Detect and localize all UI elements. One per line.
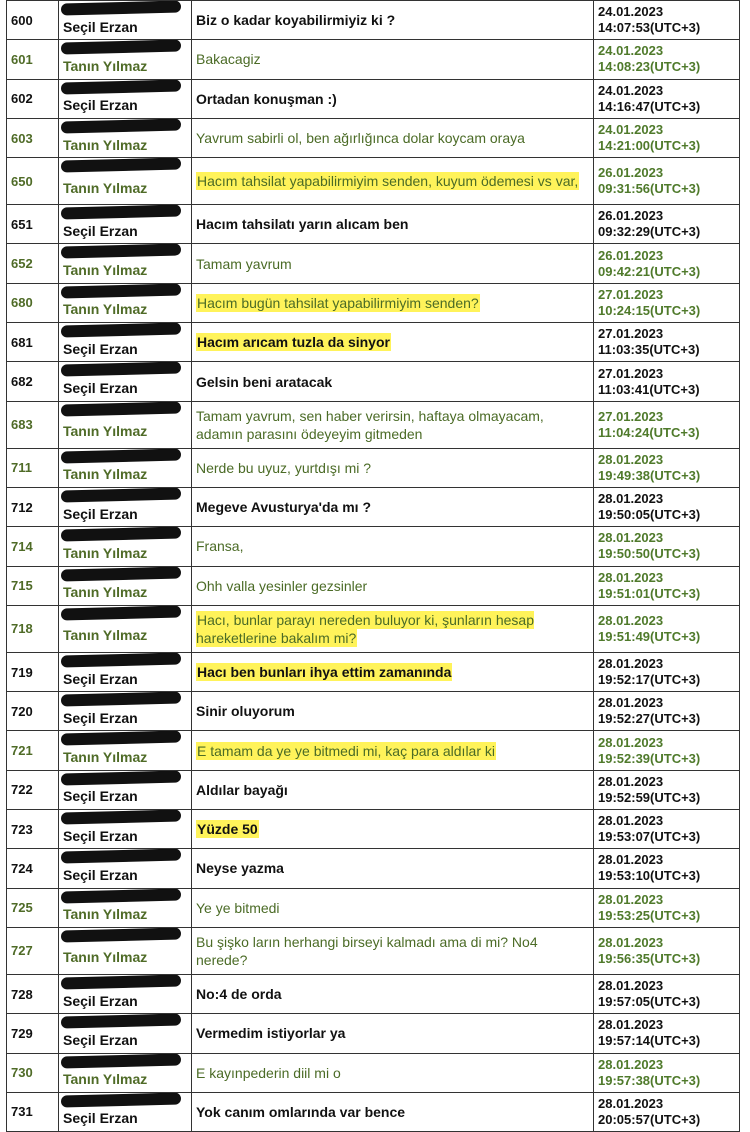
message-id: 715 bbox=[7, 566, 59, 605]
message-time: 19:53:07(UTC+3) bbox=[598, 829, 701, 845]
sender-cell bbox=[59, 652, 192, 691]
message-text: Gelsin beni aratacak bbox=[196, 373, 333, 390]
timestamp-cell bbox=[594, 1014, 740, 1053]
message-id: 600 bbox=[7, 1, 59, 40]
sender-name: Seçil Erzan bbox=[63, 709, 138, 726]
timestamp-cell bbox=[594, 566, 740, 605]
message-row bbox=[7, 448, 740, 487]
message-row bbox=[7, 927, 740, 974]
sender-cell bbox=[59, 1, 192, 40]
message-time: 19:51:01(UTC+3) bbox=[598, 585, 701, 601]
message-date: 28.01.2023 bbox=[598, 1095, 664, 1111]
message-time: 19:52:17(UTC+3) bbox=[598, 672, 701, 687]
redaction-mark bbox=[61, 1053, 181, 1068]
message-text-cell bbox=[192, 244, 594, 283]
message-text-cell bbox=[192, 927, 594, 974]
sender-cell bbox=[59, 731, 192, 770]
message-row bbox=[7, 652, 740, 691]
sender-name: Seçil Erzan bbox=[63, 866, 138, 883]
timestamp-cell bbox=[594, 205, 740, 244]
timestamp-cell bbox=[594, 323, 740, 362]
sender-cell bbox=[59, 283, 192, 322]
message-text-cell bbox=[192, 448, 594, 487]
message-id: 720 bbox=[7, 692, 59, 731]
message-id: 682 bbox=[7, 362, 59, 401]
sender-name: Seçil Erzan bbox=[63, 670, 138, 687]
message-time: 10:24:15(UTC+3) bbox=[598, 302, 701, 318]
message-time: 19:52:59(UTC+3) bbox=[598, 789, 701, 805]
message-date: 28.01.2023 bbox=[598, 491, 664, 507]
message-date: 28.01.2023 bbox=[598, 773, 664, 789]
message-row bbox=[7, 731, 740, 770]
message-id: 722 bbox=[7, 770, 59, 809]
message-text: Aldılar bayağı bbox=[196, 781, 288, 798]
message-id: 719 bbox=[7, 652, 59, 691]
sender-cell bbox=[59, 770, 192, 809]
message-text: Tamam yavrum bbox=[196, 255, 292, 272]
message-id: 651 bbox=[7, 205, 59, 244]
highlighted-message-text: Hacım bugün tahsilat yapabilirmiyim senden? bbox=[197, 294, 479, 311]
message-row bbox=[7, 849, 740, 888]
message-time: 19:53:10(UTC+3) bbox=[598, 868, 701, 884]
sender-cell bbox=[59, 323, 192, 362]
message-date: 24.01.2023 bbox=[598, 82, 664, 98]
message-date: 28.01.2023 bbox=[598, 813, 664, 829]
sender-name: Tanın Yılmaz bbox=[63, 466, 148, 483]
sender-name: Seçil Erzan bbox=[63, 18, 138, 35]
highlighted-message-text: Hacım arıcam tuzla da sinyor bbox=[197, 334, 390, 351]
message-text-cell bbox=[192, 810, 594, 849]
timestamp-cell bbox=[594, 40, 740, 79]
sender-cell bbox=[59, 810, 192, 849]
sender-cell bbox=[59, 849, 192, 888]
message-id: 721 bbox=[7, 731, 59, 770]
message-id: 730 bbox=[7, 1053, 59, 1092]
message-text-cell bbox=[192, 770, 594, 809]
message-row bbox=[7, 79, 740, 118]
timestamp-cell bbox=[594, 158, 740, 205]
message-time: 11:03:41(UTC+3) bbox=[598, 381, 700, 397]
sender-cell bbox=[59, 888, 192, 927]
message-date: 28.01.2023 bbox=[598, 1056, 664, 1072]
message-date: 28.01.2023 bbox=[598, 934, 664, 950]
sender-cell bbox=[59, 79, 192, 118]
message-row bbox=[7, 1014, 740, 1053]
message-text: Megeve Avusturya'da mı ? bbox=[196, 499, 372, 516]
message-text-cell bbox=[192, 205, 594, 244]
sender-name: Tanın Yılmaz bbox=[63, 136, 148, 153]
message-text: Nerde bu uyuz, yurtdışı mi ? bbox=[196, 459, 372, 476]
message-text: Bu şişko ların herhangi birseyi kalmadı ama di mi? No4 nerede? bbox=[196, 933, 538, 968]
message-id: 723 bbox=[7, 810, 59, 849]
message-date: 24.01.2023 bbox=[598, 122, 664, 138]
redaction-mark bbox=[61, 566, 181, 581]
message-row bbox=[7, 888, 740, 927]
timestamp-cell bbox=[594, 974, 740, 1013]
message-time: 19:57:14(UTC+3) bbox=[598, 1033, 701, 1049]
message-row bbox=[7, 283, 740, 322]
sender-cell bbox=[59, 40, 192, 79]
message-text: Tamam yavrum, sen haber verirsin, haftaya olmayacam, adamın parasını ödeyeyim gitmeden bbox=[196, 407, 544, 442]
sender-cell bbox=[59, 1092, 192, 1131]
timestamp-cell bbox=[594, 448, 740, 487]
message-date: 27.01.2023 bbox=[598, 365, 664, 381]
message-date: 24.01.2023 bbox=[598, 4, 664, 20]
message-row bbox=[7, 1092, 740, 1131]
message-time: 09:32:29(UTC+3) bbox=[598, 224, 701, 240]
message-text-cell bbox=[192, 731, 594, 770]
timestamp-cell bbox=[594, 283, 740, 322]
sender-name: Tanın Yılmaz bbox=[63, 906, 148, 923]
message-time: 14:08:23(UTC+3) bbox=[598, 59, 701, 75]
message-id: 714 bbox=[7, 527, 59, 566]
sender-cell bbox=[59, 362, 192, 401]
sender-name: Tanın Yılmaz bbox=[63, 627, 148, 644]
message-date: 28.01.2023 bbox=[598, 569, 664, 585]
sender-cell bbox=[59, 487, 192, 526]
message-date: 27.01.2023 bbox=[598, 408, 664, 424]
message-row bbox=[7, 1, 740, 40]
message-log-sheet bbox=[6, 0, 739, 1127]
message-text-cell bbox=[192, 487, 594, 526]
message-date: 28.01.2023 bbox=[598, 612, 664, 628]
message-id: 725 bbox=[7, 888, 59, 927]
message-row bbox=[7, 527, 740, 566]
timestamp-cell bbox=[594, 927, 740, 974]
message-row bbox=[7, 566, 740, 605]
message-date: 24.01.2023 bbox=[598, 43, 664, 59]
message-text-cell bbox=[192, 118, 594, 157]
message-date: 27.01.2023 bbox=[598, 286, 664, 302]
timestamp-cell bbox=[594, 810, 740, 849]
message-text: No:4 de orda bbox=[196, 986, 282, 1003]
message-id: 680 bbox=[7, 283, 59, 322]
message-date: 26.01.2023 bbox=[598, 247, 664, 263]
message-text: Yavrum sabirli ol, ben ağırlığınca dolar koycam oraya bbox=[196, 130, 525, 147]
message-row bbox=[7, 1053, 740, 1092]
message-text-cell bbox=[192, 692, 594, 731]
message-time: 19:50:50(UTC+3) bbox=[598, 546, 701, 562]
sender-name: Seçil Erzan bbox=[63, 788, 138, 805]
timestamp-cell bbox=[594, 487, 740, 526]
sender-name: Tanın Yılmaz bbox=[63, 749, 148, 766]
message-text-cell bbox=[192, 1053, 594, 1092]
message-text-cell bbox=[192, 566, 594, 605]
sender-cell bbox=[59, 1053, 192, 1092]
message-date: 28.01.2023 bbox=[598, 1017, 664, 1033]
sender-cell bbox=[59, 205, 192, 244]
sender-name: Seçil Erzan bbox=[63, 340, 138, 357]
message-time: 19:49:38(UTC+3) bbox=[598, 467, 701, 483]
timestamp-cell bbox=[594, 1092, 740, 1131]
message-text: Hacım tahsilatı yarın alıcam ben bbox=[196, 216, 409, 233]
message-date: 28.01.2023 bbox=[598, 891, 664, 907]
highlighted-message-text: E tamam da ye ye bitmedi mi, kaç para aldılar ki bbox=[197, 742, 496, 759]
message-row bbox=[7, 487, 740, 526]
message-text-cell bbox=[192, 527, 594, 566]
message-id: 718 bbox=[7, 605, 59, 652]
timestamp-cell bbox=[594, 849, 740, 888]
message-text: Ohh valla yesinler gezsinler bbox=[196, 577, 368, 594]
message-row bbox=[7, 401, 740, 448]
message-date: 28.01.2023 bbox=[598, 695, 664, 711]
timestamp-cell bbox=[594, 244, 740, 283]
sender-cell bbox=[59, 605, 192, 652]
message-text-cell bbox=[192, 974, 594, 1013]
sender-cell bbox=[59, 927, 192, 974]
message-id: 652 bbox=[7, 244, 59, 283]
message-row bbox=[7, 692, 740, 731]
message-id: 650 bbox=[7, 158, 59, 205]
message-id: 712 bbox=[7, 487, 59, 526]
message-row bbox=[7, 205, 740, 244]
message-text-cell bbox=[192, 158, 594, 205]
timestamp-cell bbox=[594, 731, 740, 770]
timestamp-cell bbox=[594, 1, 740, 40]
message-time: 11:03:35(UTC+3) bbox=[598, 342, 700, 358]
timestamp-cell bbox=[594, 79, 740, 118]
message-table-body bbox=[7, 1, 740, 1132]
sender-name: Tanın Yılmaz bbox=[63, 949, 148, 966]
message-date: 28.01.2023 bbox=[598, 978, 664, 994]
message-id: 728 bbox=[7, 974, 59, 1013]
message-text-cell bbox=[192, 1092, 594, 1131]
message-date: 26.01.2023 bbox=[598, 165, 664, 181]
message-row bbox=[7, 118, 740, 157]
sender-name: Tanın Yılmaz bbox=[63, 301, 148, 318]
sender-name: Tanın Yılmaz bbox=[63, 544, 148, 561]
timestamp-cell bbox=[594, 652, 740, 691]
sender-name: Tanın Yılmaz bbox=[63, 179, 148, 196]
redaction-mark bbox=[61, 79, 181, 94]
message-date: 28.01.2023 bbox=[598, 734, 664, 750]
sender-name: Seçil Erzan bbox=[63, 992, 138, 1009]
message-text: Biz o kadar koyabilirmiyiz ki ? bbox=[196, 12, 396, 29]
sender-name: Tanın Yılmaz bbox=[63, 423, 148, 440]
message-time: 19:52:39(UTC+3) bbox=[598, 750, 701, 766]
message-text-cell bbox=[192, 401, 594, 448]
sender-name: Seçil Erzan bbox=[63, 505, 138, 522]
sender-name: Tanın Yılmaz bbox=[63, 262, 148, 279]
message-time: 14:16:47(UTC+3) bbox=[598, 98, 701, 114]
sender-cell bbox=[59, 974, 192, 1013]
sender-cell bbox=[59, 244, 192, 283]
message-id: 601 bbox=[7, 40, 59, 79]
message-id: 681 bbox=[7, 323, 59, 362]
timestamp-cell bbox=[594, 605, 740, 652]
message-date: 28.01.2023 bbox=[598, 530, 664, 546]
sender-cell bbox=[59, 566, 192, 605]
sender-cell bbox=[59, 692, 192, 731]
sender-name: Seçil Erzan bbox=[63, 97, 138, 114]
message-id: 724 bbox=[7, 849, 59, 888]
message-text-cell bbox=[192, 1014, 594, 1053]
message-text-cell bbox=[192, 323, 594, 362]
message-time: 19:56:35(UTC+3) bbox=[598, 950, 701, 966]
message-id: 602 bbox=[7, 79, 59, 118]
message-time: 19:57:38(UTC+3) bbox=[598, 1072, 701, 1088]
message-time: 20:05:57(UTC+3) bbox=[598, 1111, 701, 1127]
sender-name: Seçil Erzan bbox=[63, 222, 138, 239]
message-row bbox=[7, 362, 740, 401]
message-date: 27.01.2023 bbox=[598, 326, 664, 342]
sender-name: Tanın Yılmaz bbox=[63, 584, 148, 601]
message-row bbox=[7, 770, 740, 809]
timestamp-cell bbox=[594, 888, 740, 927]
sender-name: Seçil Erzan bbox=[63, 827, 138, 844]
message-text-cell bbox=[192, 40, 594, 79]
sender-name: Tanın Yılmaz bbox=[63, 57, 148, 74]
message-id: 711 bbox=[7, 448, 59, 487]
message-text: Vermedim istiyorlar ya bbox=[196, 1025, 346, 1042]
timestamp-cell bbox=[594, 692, 740, 731]
message-table bbox=[6, 0, 740, 1132]
message-date: 28.01.2023 bbox=[598, 852, 664, 868]
message-text: Ye ye bitmedi bbox=[196, 899, 280, 916]
message-text: Sinir oluyorum bbox=[196, 703, 295, 720]
message-text: Ortadan konuşman :) bbox=[196, 90, 337, 107]
message-row bbox=[7, 810, 740, 849]
message-time: 19:57:05(UTC+3) bbox=[598, 994, 701, 1010]
message-time: 14:21:00(UTC+3) bbox=[598, 138, 701, 154]
message-text-cell bbox=[192, 888, 594, 927]
timestamp-cell bbox=[594, 401, 740, 448]
message-text-cell bbox=[192, 283, 594, 322]
sender-cell bbox=[59, 1014, 192, 1053]
message-id: 603 bbox=[7, 118, 59, 157]
message-text: Yok canım omlarında var bence bbox=[196, 1103, 406, 1120]
message-id: 683 bbox=[7, 401, 59, 448]
sender-cell bbox=[59, 401, 192, 448]
message-text-cell bbox=[192, 849, 594, 888]
message-time: 19:52:27(UTC+3) bbox=[598, 711, 701, 727]
message-time: 19:50:05(UTC+3) bbox=[598, 507, 701, 523]
message-time: 09:31:56(UTC+3) bbox=[598, 181, 701, 197]
message-row bbox=[7, 244, 740, 283]
message-id: 729 bbox=[7, 1014, 59, 1053]
message-row bbox=[7, 323, 740, 362]
message-time: 14:07:53(UTC+3) bbox=[598, 20, 701, 36]
message-row bbox=[7, 605, 740, 652]
message-id: 731 bbox=[7, 1092, 59, 1131]
highlighted-message-text: Yüzde 50 bbox=[197, 821, 258, 838]
message-text-cell bbox=[192, 652, 594, 691]
timestamp-cell bbox=[594, 527, 740, 566]
message-row bbox=[7, 40, 740, 79]
message-text-cell bbox=[192, 605, 594, 652]
message-text: Bakacagiz bbox=[196, 51, 261, 68]
message-time: 09:42:21(UTC+3) bbox=[598, 263, 701, 279]
sender-cell bbox=[59, 158, 192, 205]
sender-name: Seçil Erzan bbox=[63, 1031, 138, 1048]
sender-cell bbox=[59, 527, 192, 566]
message-date: 28.01.2023 bbox=[598, 656, 664, 671]
message-row bbox=[7, 974, 740, 1013]
message-text-cell bbox=[192, 1, 594, 40]
message-time: 19:53:25(UTC+3) bbox=[598, 907, 701, 923]
message-row bbox=[7, 158, 740, 205]
message-date: 26.01.2023 bbox=[598, 208, 664, 224]
timestamp-cell bbox=[594, 1053, 740, 1092]
message-date: 28.01.2023 bbox=[598, 451, 664, 467]
highlighted-message-text: Hacı ben bunları ihya ettim zamanında bbox=[197, 664, 452, 680]
timestamp-cell bbox=[594, 362, 740, 401]
message-time: 11:04:24(UTC+3) bbox=[598, 424, 700, 440]
message-time: 19:51:49(UTC+3) bbox=[598, 628, 701, 644]
message-text-cell bbox=[192, 79, 594, 118]
sender-name: Seçil Erzan bbox=[63, 380, 138, 397]
message-text: Fransa, bbox=[196, 538, 244, 555]
timestamp-cell bbox=[594, 770, 740, 809]
highlighted-message-text: Hacı, bunlar parayı nereden buluyor ki, şunların hesap hareketlerine bakalım mi? bbox=[196, 611, 534, 646]
sender-cell bbox=[59, 448, 192, 487]
timestamp-cell bbox=[594, 118, 740, 157]
sender-name: Seçil Erzan bbox=[63, 1110, 138, 1127]
message-text-cell bbox=[192, 362, 594, 401]
message-text: E kayınpederin diil mi o bbox=[196, 1064, 341, 1081]
message-id: 727 bbox=[7, 927, 59, 974]
message-text: Neyse yazma bbox=[196, 860, 284, 877]
highlighted-message-text: Hacım tahsilat yapabilirmiyim senden, kuyum ödemesi vs var, bbox=[197, 173, 579, 190]
sender-cell bbox=[59, 118, 192, 157]
sender-name: Tanın Yılmaz bbox=[63, 1071, 148, 1088]
